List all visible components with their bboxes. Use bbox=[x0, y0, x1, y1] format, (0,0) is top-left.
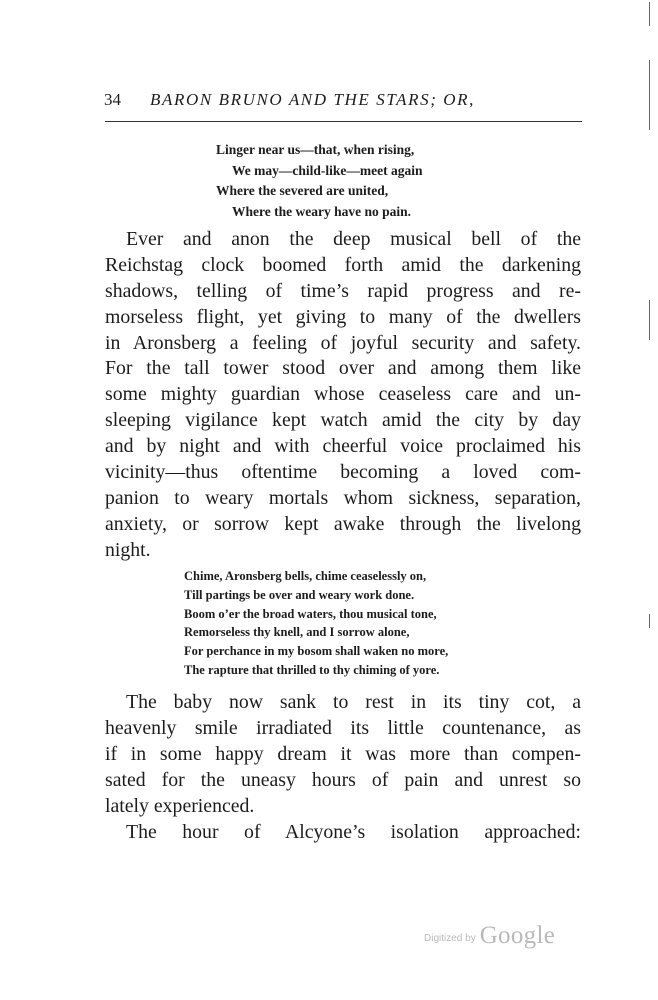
text-line: vicinity—thus oftentime becoming a loved com- bbox=[105, 461, 581, 484]
text-line: in Aronsberg a feeling of joyful security and safety. bbox=[105, 331, 581, 354]
verse-line: Linger near us—that, when rising, bbox=[216, 142, 415, 157]
verse-line: The rapture that thrilled to thy chiming of yore. bbox=[184, 662, 440, 677]
digitized-watermark bbox=[424, 922, 555, 950]
google-logo: Google bbox=[479, 922, 556, 949]
scan-edge-mark bbox=[649, 300, 650, 340]
text-line: For the tall tower stood over and among them like bbox=[105, 357, 581, 380]
watermark-prefix: Digitized by bbox=[424, 933, 476, 944]
running-title: BARON BRUNO AND THE STARS; OR, bbox=[150, 90, 476, 109]
header-rule bbox=[105, 121, 582, 122]
text-line: sated for the uneasy hours of pain and unrest so bbox=[105, 768, 581, 791]
page-number: 34 bbox=[104, 90, 121, 109]
text-line: lately experienced. bbox=[105, 794, 255, 817]
text-line: sleeping vigilance kept watch amid the city by day bbox=[105, 409, 581, 432]
text-line: morseless flight, yet giving to many of the dwellers bbox=[105, 305, 581, 328]
text-line: The baby now sank to rest in its tiny cot, a bbox=[126, 691, 581, 713]
text-line: Reichstag clock boomed forth amid the darkening bbox=[105, 253, 581, 276]
verse-line: Boom o’er the broad waters, thou musical tone, bbox=[184, 606, 437, 621]
text-line: The hour of Alcyone’s isolation approached: bbox=[126, 821, 581, 843]
verse-line: Where the weary have no pain. bbox=[232, 203, 411, 219]
text-line: some mighty guardian whose ceaseless care and un- bbox=[105, 383, 581, 406]
verse-line: Remorseless thy knell, and I sorrow alone, bbox=[184, 625, 410, 640]
verse-line: Till partings be over and weary work done. bbox=[184, 587, 415, 602]
running-head bbox=[104, 89, 584, 111]
paragraph-2 bbox=[105, 690, 581, 819]
verse-line: We may—child-like—meet again bbox=[232, 162, 423, 178]
verse-line: For perchance in my bosom shall waken no more, bbox=[184, 644, 449, 659]
text-line: Ever and anon the deep musical bell of the bbox=[126, 228, 581, 250]
text-line: and by night and with cheerful voice proclaimed his bbox=[105, 435, 581, 458]
text-line: anxiety, or sorrow kept awake through the livelong bbox=[105, 512, 581, 535]
paragraph-1 bbox=[105, 227, 581, 564]
verse-stanza-2 bbox=[184, 567, 448, 680]
text-line: night. bbox=[105, 538, 151, 561]
scan-edge-mark bbox=[649, 60, 650, 130]
scan-edge-mark bbox=[649, 2, 650, 26]
verse-stanza-1 bbox=[216, 140, 422, 222]
text-line: panion to weary mortals whom sickness, separation, bbox=[105, 486, 581, 509]
scan-edge-mark bbox=[649, 614, 650, 628]
verse-line: Chime, Aronsberg bells, chime ceaselessly on, bbox=[184, 569, 427, 583]
text-line: heavenly smile irradiated its little countenance, as bbox=[105, 716, 581, 739]
text-line: if in some happy dream it was more than compen- bbox=[105, 742, 581, 765]
paragraph-3 bbox=[105, 820, 581, 846]
verse-line: Where the severed are united, bbox=[216, 183, 389, 198]
text-line: shadows, telling of time’s rapid progress and re- bbox=[105, 279, 581, 302]
